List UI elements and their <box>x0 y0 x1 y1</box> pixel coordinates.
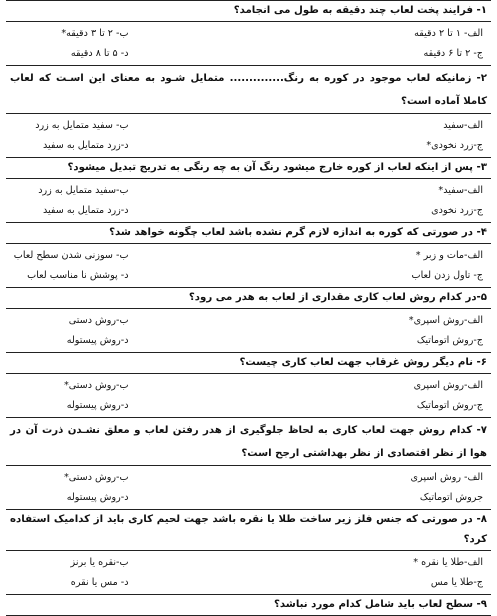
option-b: ب- ۲ تا ۳ دقیقه* <box>61 28 129 40</box>
option-c: ج- ۲ تا ۶ دقیقه <box>423 47 483 59</box>
question-text: ۷- کدام روش جهت لعاب کاری به لحاظ جلوگیری از هدر رفتن لعاب و معلق نشـدن ذرت آن در هوا از نظر اقتصادی از نظر بهداشتی ارجح است؟ <box>10 425 487 459</box>
options <box>6 550 491 594</box>
question-1 <box>6 1 491 66</box>
question-8 <box>6 510 491 595</box>
question-text: ۱- فرایند پخت لعاب چند دقیقه به طول می انجامد؟ <box>233 5 487 16</box>
question-4 <box>6 223 491 288</box>
option-a: الف-روش اسپری* <box>408 315 483 327</box>
option-c: ج-روش اتوماتیک <box>416 399 483 411</box>
question-5 <box>6 288 491 353</box>
options <box>6 373 491 417</box>
option-c: ج- تاول زدن لعاب <box>411 269 483 281</box>
option-d: د-زرد متمایل به سفید <box>43 204 129 216</box>
option-d: د-روش پیستوله <box>66 491 129 503</box>
option-d: د- پوشش نا مناسب لعاب <box>27 269 129 281</box>
option-b: ب-روش دستی* <box>63 380 129 392</box>
option-c: ج-زرد نخودی* <box>426 139 483 151</box>
option-b: ب-روش دستی* <box>63 472 129 484</box>
option-c: ج-زرد نخودی <box>431 204 483 216</box>
option-b: ب- سوزنی شدن سطح لعاب <box>13 250 129 262</box>
question-text: ۹- سطح لعاب باید شامل کدام مورد نباشد؟ <box>274 599 487 610</box>
option-a: الف-سفید <box>443 120 483 132</box>
options <box>6 21 491 65</box>
question-9 <box>6 595 491 616</box>
options <box>6 308 491 352</box>
option-a: الف-سفید* <box>438 185 483 197</box>
options <box>6 178 491 222</box>
question-text: ۶- نام دیگر روش غرقاب جهت لعاب کاری چیست؟ <box>239 357 487 368</box>
question-text: ۸- در صورتی که جنس فلز زیر ساخت طلا یا نقره باشد جهت لحیم کاری باید از کدامیک استفاده کرد؟ <box>10 514 487 545</box>
options <box>6 113 491 157</box>
question-text: ۲- زمانیکه لعاب موجود در کوره به رنگ.............. متمایل شـود به معنای این اسـت که لعاب کاملا آماده است؟ <box>10 73 487 107</box>
options <box>6 465 491 509</box>
quiz-sheet <box>6 0 491 610</box>
question-3 <box>6 158 491 223</box>
question-6 <box>6 353 491 418</box>
option-d: د- مس یا نقره <box>70 576 129 588</box>
question-text: ۴- در صورتی که کوره به اندازه لازم گرم نشده باشد لعاب چگونه خواهد شد؟ <box>109 227 487 238</box>
option-a: الف- ۱ تا ۲ دقیقه <box>414 28 483 40</box>
option-b: ب- سفید متمایل به زرد <box>35 120 129 132</box>
question-7 <box>6 418 491 510</box>
option-a: الف-روش اسپری <box>413 380 483 392</box>
question-text: ۵-در کدام روش لعاب کاری مقداری از لعاب به هدر می رود؟ <box>188 292 487 303</box>
option-a: الف-طلا یا نقره * <box>413 557 483 569</box>
options <box>6 243 491 287</box>
option-d: د-زرد متمایل به سفید <box>43 139 129 151</box>
option-c: ج-طلا یا مس <box>430 576 483 588</box>
option-b: ب-سفید متمایل به زرد <box>38 185 129 197</box>
question-2 <box>6 66 491 158</box>
question-text: ۳- پس از اینکه لعاب از کوره خارج میشود رنگ آن به چه رنگی به تدریج تبدیل میشود؟ <box>67 162 487 173</box>
option-d: د-روش پیستوله <box>66 334 129 346</box>
option-d: د-روش پیستوله <box>66 399 129 411</box>
option-c: جروش اتوماتیک <box>419 491 483 503</box>
option-c: ج-روش اتوماتیک <box>416 334 483 346</box>
option-d: د- ۵ تا ۸ دقیقه <box>70 47 129 59</box>
option-b: ب-نقره یا برنز <box>70 557 129 569</box>
option-a: الف- روش اسپری <box>410 472 483 484</box>
option-b: ب-روش دستی <box>68 315 129 327</box>
option-a: الف-مات و زبر * <box>415 250 483 262</box>
